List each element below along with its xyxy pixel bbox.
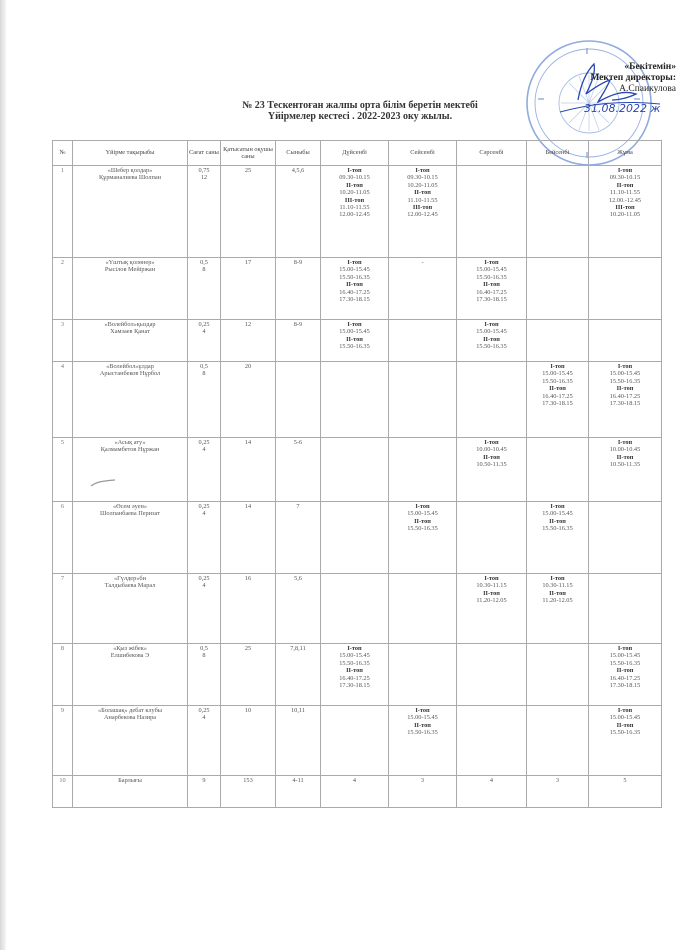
- students-count: 16: [221, 574, 276, 644]
- cell-line: 15.00-15.45: [609, 652, 641, 660]
- day-schedule-cell: [589, 574, 662, 644]
- cell-line: 0,25: [198, 707, 210, 714]
- header-cell: Сағат саны: [188, 141, 221, 166]
- cell-line: 15.00-15.45: [339, 328, 370, 336]
- cell-line: 15.00-15.45: [339, 266, 370, 274]
- grade: 10,11: [276, 706, 321, 776]
- table-body: [53, 166, 662, 808]
- hours-count: [188, 166, 221, 258]
- students-count: 153: [221, 776, 276, 808]
- day-schedule-cell: [457, 166, 527, 258]
- cell-line: 0,5: [200, 645, 208, 652]
- cell-line: -: [421, 259, 424, 266]
- club-topic: [73, 258, 188, 320]
- table-row: [53, 166, 662, 258]
- cell-line: «Волейбол»қыздар: [104, 321, 156, 328]
- cell-line: 4: [489, 777, 494, 784]
- cell-line: 16.40-17.25: [476, 288, 507, 296]
- header-cell: Үйірме тақырыбы: [73, 141, 188, 166]
- hours-count: [188, 258, 221, 320]
- cell-line: Хамзаев Қанат: [110, 328, 150, 336]
- table-row: [53, 706, 662, 776]
- cell-line: 0,25: [198, 503, 210, 510]
- row-number: 4: [53, 362, 73, 438]
- cell-line: 12.00.-12.45: [608, 196, 641, 204]
- day-schedule-cell: [457, 320, 527, 362]
- cell-line: 17.30-18.15: [609, 682, 641, 690]
- hours-count: [188, 644, 221, 706]
- cell-line: 15.50-16.35: [609, 659, 641, 667]
- day-schedule-cell: [527, 438, 589, 502]
- cell-line: ІІІ-топ: [412, 204, 433, 212]
- day-schedule-cell: [527, 502, 589, 574]
- cell-line: 11.10-11.55: [610, 189, 640, 197]
- table-row: [53, 644, 662, 706]
- cell-line: 15.50-16.35: [339, 659, 370, 667]
- cell-line: 0,5: [200, 363, 208, 370]
- day-schedule-cell: [389, 644, 457, 706]
- day-schedule-cell: [321, 776, 389, 808]
- table-header-row: [53, 141, 662, 166]
- cell-line: 10.00-10.45: [476, 446, 507, 454]
- hours-count: [188, 362, 221, 438]
- row-number: 2: [53, 258, 73, 320]
- header-cell: Сыныбы: [276, 141, 321, 166]
- cell-line: «Гүлдер»би: [114, 575, 146, 582]
- day-schedule-cell: [457, 362, 527, 438]
- cell-line: 15.00-15.45: [476, 328, 507, 336]
- day-schedule-cell: [389, 502, 457, 574]
- header-cell: Жұма: [589, 141, 662, 166]
- day-schedule-cell: [389, 776, 457, 808]
- day-schedule-cell: [457, 574, 527, 644]
- cell-line: 16.40-17.25: [542, 392, 573, 400]
- cell-line: 15.50-16.35: [407, 729, 438, 737]
- cell-line: І-топ: [415, 707, 430, 714]
- day-schedule-cell: [589, 776, 662, 808]
- day-schedule-cell: [389, 362, 457, 438]
- day-schedule-cell: [457, 776, 527, 808]
- cell-line: 15.00-15.45: [542, 510, 573, 518]
- title-line-1: № 23 Тескентоған жалпы орта білім беретін мектебі: [242, 100, 478, 111]
- day-schedule-cell: [589, 362, 662, 438]
- cell-line: 11.10-11.55: [339, 204, 370, 212]
- day-schedule-cell: [589, 502, 662, 574]
- club-topic: [73, 320, 188, 362]
- cell-line: 10.20-11.05: [339, 189, 370, 197]
- club-topic: [73, 362, 188, 438]
- cell-line: 15.00-15.45: [609, 370, 641, 378]
- schedule-table: [52, 140, 662, 808]
- grade: 7: [276, 502, 321, 574]
- header-cell: Дүйсенбі: [321, 141, 389, 166]
- students-count: 14: [221, 502, 276, 574]
- day-schedule-cell: [389, 166, 457, 258]
- cell-line: 0,25: [198, 439, 210, 446]
- cell-line: І-топ: [347, 321, 362, 328]
- day-schedule-cell: [389, 574, 457, 644]
- cell-line: 0,75: [198, 167, 210, 174]
- cell-line: «Асық ату»: [114, 439, 146, 446]
- cell-line: І-топ: [617, 167, 633, 174]
- cell-line: І-топ: [484, 575, 499, 582]
- header-cell: Бейсенбі: [527, 141, 589, 166]
- cell-line: ІІ-топ: [414, 189, 431, 197]
- cell-line: 10.00-10.45: [609, 446, 641, 454]
- cell-line: Рысілов Мейіржан: [104, 266, 156, 274]
- day-schedule-cell: [589, 438, 662, 502]
- hours-count: [188, 776, 221, 808]
- cell-line: ІІ-топ: [483, 335, 500, 343]
- approval-block: [556, 62, 676, 95]
- club-topic: [73, 776, 188, 808]
- day-schedule-cell: [527, 574, 589, 644]
- cell-line: ІІ-топ: [549, 589, 566, 597]
- cell-line: І-топ: [347, 645, 362, 652]
- header-cell: Сәрсенбі: [457, 141, 527, 166]
- cell-line: 16.40-17.25: [609, 674, 641, 682]
- cell-line: І-топ: [484, 439, 499, 446]
- cell-line: 17.30-18.15: [542, 400, 573, 408]
- students-count: 25: [221, 644, 276, 706]
- row-number: 8: [53, 644, 73, 706]
- grade: 5-6: [276, 438, 321, 502]
- cell-line: І-топ: [617, 645, 633, 652]
- cell-line: ІІІ-топ: [344, 196, 365, 204]
- cell-line: 15.50-16.35: [339, 343, 370, 351]
- header-cell: №: [53, 141, 73, 166]
- grade: 4,5,6: [276, 166, 321, 258]
- cell-line: 11.10-11.55: [407, 196, 438, 204]
- day-schedule-cell: [389, 438, 457, 502]
- cell-line: ІІ-топ: [483, 589, 500, 597]
- day-schedule-cell: [527, 776, 589, 808]
- cell-line: ІІ-топ: [616, 667, 634, 675]
- cell-line: «Үштық қолөнер»: [105, 259, 155, 266]
- cell-line: 0,5: [200, 259, 208, 266]
- cell-line: ІІ-топ: [549, 517, 566, 525]
- cell-line: 17.30-18.15: [609, 400, 641, 408]
- cell-line: 12.00-12.45: [407, 211, 438, 219]
- cell-line: 4: [202, 446, 206, 454]
- cell-line: І-топ: [415, 503, 430, 510]
- cell-line: 12.00-12.45: [339, 211, 370, 219]
- cell-line: 15.50-16.35: [407, 525, 438, 533]
- cell-line: 4: [352, 777, 357, 784]
- day-schedule-cell: [389, 258, 457, 320]
- day-schedule-cell: [457, 438, 527, 502]
- day-schedule-cell: [527, 706, 589, 776]
- cell-line: Анарбекова Назира: [103, 714, 157, 722]
- club-topic: [73, 438, 188, 502]
- title-line-2: Үйірмелер кестесі . 2022-2023 оку жылы.: [267, 111, 453, 122]
- cell-line: Барлығы: [118, 777, 142, 784]
- cell-line: 15.50-16.35: [609, 729, 641, 737]
- day-schedule-cell: [457, 258, 527, 320]
- table-row: [53, 502, 662, 574]
- cell-line: Құрманалиева Шолпан: [98, 174, 162, 182]
- cell-line: ІІ-топ: [616, 181, 634, 189]
- day-schedule-cell: [321, 362, 389, 438]
- cell-line: 09.30-10.15: [407, 174, 438, 182]
- day-schedule-cell: [321, 166, 389, 258]
- cell-line: 15.50-16.35: [339, 273, 370, 281]
- day-schedule-cell: [321, 706, 389, 776]
- cell-line: 15.50-16.35: [476, 343, 507, 351]
- cell-line: Талдыбаева Марал: [104, 582, 156, 590]
- cell-line: 12: [200, 174, 208, 182]
- students-count: 17: [221, 258, 276, 320]
- day-schedule-cell: [457, 706, 527, 776]
- cell-line: ІІ-топ: [483, 281, 500, 289]
- cell-line: 15.00-15.45: [476, 266, 507, 274]
- day-schedule-cell: [527, 320, 589, 362]
- cell-line: ІІ-топ: [616, 385, 634, 393]
- cell-line: 15.00-15.45: [609, 714, 641, 722]
- day-schedule-cell: [389, 706, 457, 776]
- cell-line: 3: [420, 777, 425, 784]
- students-count: 20: [221, 362, 276, 438]
- club-topic: [73, 574, 188, 644]
- signature-date: 31.08.2022 ж: [584, 102, 661, 115]
- cell-line: 8: [202, 266, 206, 274]
- day-schedule-cell: [589, 258, 662, 320]
- grade: 8-9: [276, 258, 321, 320]
- cell-line: ІІ-топ: [616, 721, 634, 729]
- scan-edge: [0, 0, 6, 950]
- cell-line: 17.30-18.15: [339, 682, 370, 690]
- cell-line: «Қыз жібек»: [113, 645, 147, 652]
- day-schedule-cell: [321, 574, 389, 644]
- club-topic: [73, 166, 188, 258]
- approval-line-1: «Бекітемін»: [624, 62, 676, 72]
- cell-line: «Шебер қолдар»: [107, 167, 153, 174]
- cell-line: Арыстанбеков Нұрбол: [99, 370, 161, 378]
- cell-line: 09.30-10.15: [609, 174, 641, 182]
- approval-line-2: Мектеп директоры:: [590, 73, 676, 83]
- cell-line: 15.50-16.35: [542, 377, 573, 385]
- cell-line: 15.00-15.45: [542, 370, 573, 378]
- document-title: [180, 100, 540, 122]
- cell-line: 0,25: [198, 321, 210, 328]
- cell-line: 3: [555, 777, 560, 784]
- cell-line: 15.50-16.35: [542, 525, 573, 533]
- cell-line: ІІ-топ: [483, 453, 500, 461]
- grade: 8-9: [276, 320, 321, 362]
- day-schedule-cell: [589, 644, 662, 706]
- cell-line: 8: [202, 370, 206, 378]
- cell-line: 9: [202, 777, 206, 784]
- cell-line: «Волейбол»ұлдар: [106, 363, 154, 370]
- day-schedule-cell: [589, 320, 662, 362]
- cell-line: ІІ-топ: [346, 667, 363, 675]
- day-schedule-cell: [589, 166, 662, 258]
- header-cell: Сейсенбі: [389, 141, 457, 166]
- hours-count: [188, 574, 221, 644]
- cell-line: І-топ: [617, 439, 633, 446]
- day-schedule-cell: [527, 166, 589, 258]
- cell-line: ІІ-топ: [414, 721, 431, 729]
- cell-line: 15.00-15.45: [339, 652, 370, 660]
- cell-line: І-топ: [484, 321, 499, 328]
- table-row: [53, 362, 662, 438]
- grade: 5,6: [276, 574, 321, 644]
- cell-line: 4: [202, 714, 206, 722]
- grade: 7,8,11: [276, 644, 321, 706]
- day-schedule-cell: [321, 438, 389, 502]
- cell-line: 17.30-18.15: [476, 296, 507, 304]
- row-number: 10: [53, 776, 73, 808]
- day-schedule-cell: [321, 502, 389, 574]
- cell-line: «Өсем әуен»: [112, 503, 148, 510]
- cell-line: 10.30-11.15: [542, 582, 573, 590]
- day-schedule-cell: [527, 644, 589, 706]
- day-schedule-cell: [457, 502, 527, 574]
- cell-line: І-топ: [550, 363, 565, 370]
- row-number: 1: [53, 166, 73, 258]
- club-topic: [73, 644, 188, 706]
- day-schedule-cell: [527, 258, 589, 320]
- cell-line: І-топ: [617, 707, 633, 714]
- cell-line: 4: [202, 510, 206, 518]
- cell-line: 5: [623, 777, 627, 784]
- hours-count: [188, 438, 221, 502]
- day-schedule-cell: [321, 320, 389, 362]
- cell-line: 09.30-10.15: [339, 174, 370, 182]
- cell-line: 15.00-15.45: [407, 714, 438, 722]
- hours-count: [188, 320, 221, 362]
- students-count: 25: [221, 166, 276, 258]
- day-schedule-cell: [589, 706, 662, 776]
- row-number: 5: [53, 438, 73, 502]
- club-topic: [73, 502, 188, 574]
- cell-line: Елшибекова Э: [110, 652, 150, 660]
- cell-line: І-топ: [347, 259, 362, 266]
- table-row: [53, 320, 662, 362]
- row-number: 9: [53, 706, 73, 776]
- cell-line: 4: [202, 328, 206, 336]
- table-row: [53, 438, 662, 502]
- grade: [276, 362, 321, 438]
- cell-line: ІІ-топ: [346, 335, 363, 343]
- cell-line: ІІ-топ: [346, 181, 363, 189]
- table-row: [53, 574, 662, 644]
- students-count: 12: [221, 320, 276, 362]
- students-count: 10: [221, 706, 276, 776]
- cell-line: 17.30-18.15: [339, 296, 370, 304]
- header-cell: Қатысатын оқушы саны: [221, 141, 276, 166]
- cell-line: І-топ: [484, 259, 499, 266]
- day-schedule-cell: [527, 362, 589, 438]
- hours-count: [188, 706, 221, 776]
- hours-count: [188, 502, 221, 574]
- row-number: 7: [53, 574, 73, 644]
- table-row: [53, 258, 662, 320]
- table-row: [53, 776, 662, 808]
- cell-line: 10.20-11.05: [609, 211, 641, 219]
- grade: 4-11: [276, 776, 321, 808]
- club-topic: [73, 706, 188, 776]
- cell-line: 10.20-11.05: [407, 181, 438, 189]
- row-number: 6: [53, 502, 73, 574]
- cell-line: 11.20-12.05: [476, 597, 507, 605]
- cell-line: 11.20-12.05: [542, 597, 573, 605]
- cell-line: 16.40-17.25: [609, 392, 641, 400]
- cell-line: 8: [202, 652, 206, 660]
- cell-line: 10.50-11.35: [476, 461, 507, 469]
- cell-line: 15.50-16.35: [609, 377, 641, 385]
- cell-line: 16.40-17.25: [339, 288, 370, 296]
- cell-line: 16.40-17.25: [339, 674, 370, 682]
- cell-line: 15.50-16.35: [476, 273, 507, 281]
- cell-line: ІІ-топ: [549, 385, 566, 393]
- row-number: 3: [53, 320, 73, 362]
- cell-line: 15.00-15.45: [407, 510, 438, 518]
- day-schedule-cell: [321, 258, 389, 320]
- day-schedule-cell: [389, 320, 457, 362]
- cell-line: 10.30-11.15: [476, 582, 507, 590]
- cell-line: І-топ: [347, 167, 362, 174]
- cell-line: 10.50-11.35: [609, 461, 641, 469]
- students-count: 14: [221, 438, 276, 502]
- cell-line: Шолпанбаева Перизат: [100, 510, 160, 518]
- cell-line: І-топ: [617, 363, 633, 370]
- cell-line: 0,25: [198, 575, 210, 582]
- cell-line: 4: [202, 582, 206, 590]
- cell-line: І-топ: [550, 575, 565, 582]
- cell-line: І-топ: [415, 167, 430, 174]
- pen-mark: [90, 478, 116, 488]
- cell-line: ІІ-топ: [346, 281, 363, 289]
- day-schedule-cell: [457, 644, 527, 706]
- approval-line-3: А.Спаикулова: [619, 84, 676, 94]
- day-schedule-cell: [321, 644, 389, 706]
- cell-line: «Болашақ» дебат клубы: [97, 707, 163, 714]
- cell-line: І-топ: [550, 503, 565, 510]
- cell-line: ІІІ-топ: [615, 204, 635, 212]
- cell-line: ІІ-топ: [616, 453, 634, 461]
- cell-line: Қалмамбетов Нұржан: [100, 446, 160, 454]
- cell-line: ІІ-топ: [414, 517, 431, 525]
